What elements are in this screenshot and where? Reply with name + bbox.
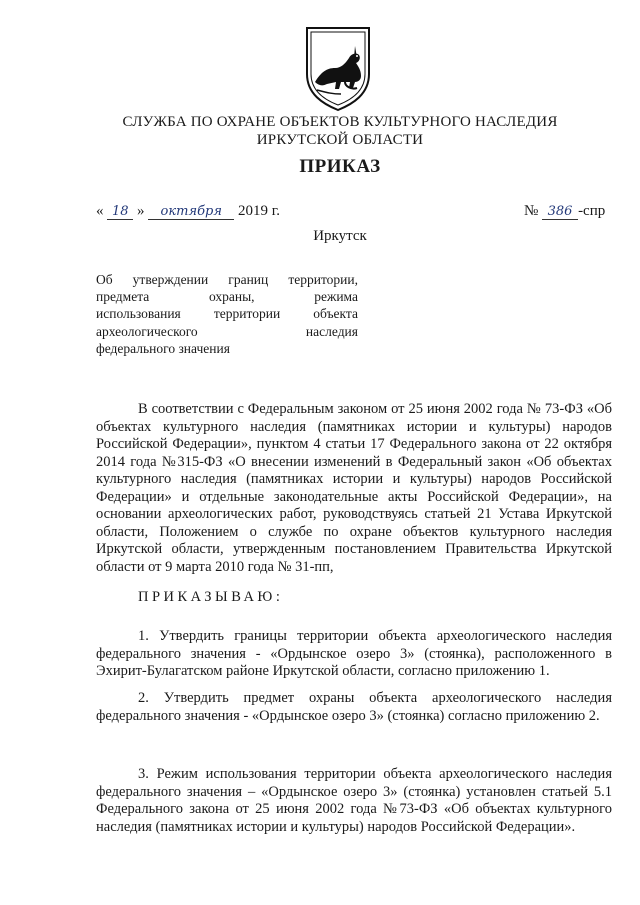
order-item-2 bbox=[96, 690, 612, 725]
preamble-text: В соответствии с Федеральным законом от 25 июня 2002 года № 73-ФЗ «Об объектах культурного наследия (памятниках истории и культуры) народов Российской Федерации», пунктом 4 статьи 17 Федерального закона от 22 октября 2014 года №315-ФЗ «О внесении изменений в Федеральный закон «Об объектах культурного наследия (памятниках истории и культуры) народов Российской Федерации» и отдельные законодательные акты Российской Федерации», на основании археологических работ, руководствуясь статьей 21 Устава Иркутской области, Положением о службе по охране объектов культурного наследия Иркутской области, утвержденным постановлением Правительства Иркутской области от 9 марта 2010 года № 31-пп, bbox=[96, 401, 612, 575]
coat-of-arms-icon bbox=[301, 24, 375, 112]
order-item-1 bbox=[96, 628, 612, 681]
subject-line: предмета охраны, режима bbox=[96, 289, 358, 305]
order-item-text: 1. Утвердить границы территории объекта археологического наследия федерального значения - «Ордынское озеро 3» (стоянка), расположенного в Эхирит-Булагатском районе Иркутской области, согласно приложению 1. bbox=[96, 628, 612, 679]
date-open-quote: « bbox=[96, 203, 104, 219]
document-title: ПРИКАЗ bbox=[299, 156, 381, 177]
order-subject bbox=[96, 271, 358, 357]
order-date bbox=[96, 203, 280, 220]
subject-line: использования территории объекта bbox=[96, 306, 358, 322]
order-item-text: 3. Режим использования территории объекта археологического наследия федерального значения – «Ордынское озеро 3» (стоянка) установлен статьей 5.1 Федерального закона от 25 июня 2002 года №73-ФЗ «Об объектах культурного наследия (памятниках истории и культуры) народов Российской Федерации». bbox=[96, 766, 612, 835]
orders-heading: ПРИКАЗЫВАЮ: bbox=[138, 589, 284, 605]
number-sign: № bbox=[524, 203, 539, 219]
date-close-quote: » bbox=[137, 203, 145, 219]
number-suffix: -спр bbox=[578, 203, 606, 219]
subject-line: археологического наследия bbox=[96, 323, 358, 339]
order-item-text: 2. Утвердить предмет охраны объекта археологического наследия федерального значения - «Ордынское озеро 3» (стоянка) согласно приложению 2. bbox=[96, 690, 612, 724]
subject-line: федерального значения bbox=[96, 340, 230, 356]
date-year: 2019 г. bbox=[238, 203, 280, 219]
number-value: 386 bbox=[542, 204, 578, 220]
subject-line: Об утверждении границ территории, bbox=[96, 272, 358, 287]
date-day: 18 bbox=[107, 204, 133, 220]
agency-name-line-1: СЛУЖБА ПО ОХРАНЕ ОБЪЕКТОВ КУЛЬТУРНОГО НАСЛЕДИЯ bbox=[122, 114, 558, 130]
agency-name-line-2: ИРКУТСКОЙ ОБЛАСТИ bbox=[256, 132, 424, 148]
city-name: Иркутск bbox=[313, 228, 367, 244]
order-number bbox=[524, 203, 605, 220]
preamble-paragraph bbox=[96, 401, 612, 576]
order-item-3 bbox=[96, 766, 612, 836]
date-month: октября bbox=[148, 204, 234, 220]
